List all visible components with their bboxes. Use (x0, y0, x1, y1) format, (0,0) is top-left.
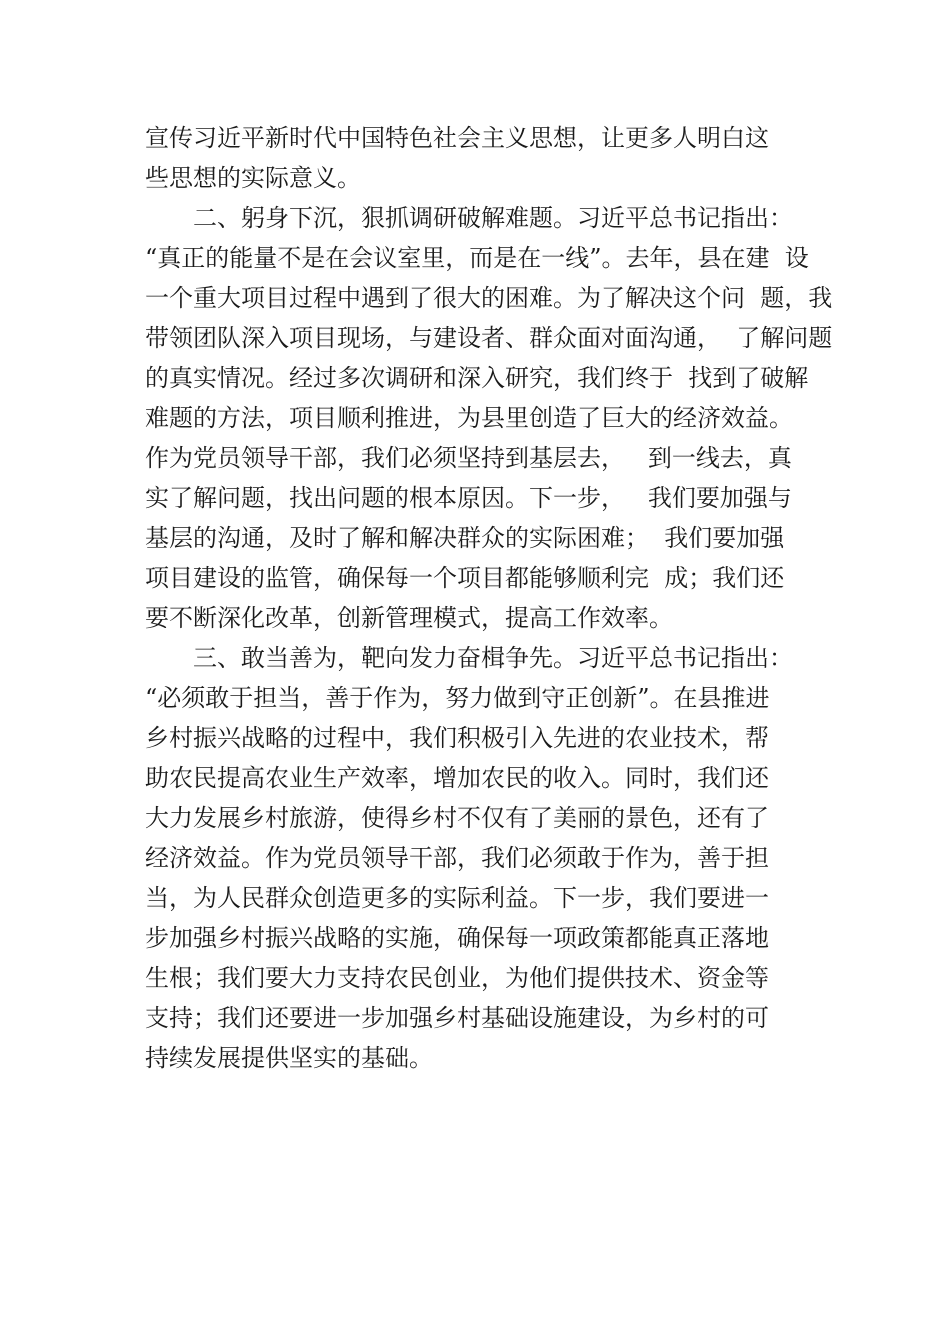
text-line: 项目建设的监管，确保每一个项目都能够顺利完 成；我们还 (145, 564, 785, 592)
text-line: 一个重大项目过程中遇到了很大的困难。为了解决这个问 题，我 (145, 284, 833, 312)
text-line: 的真实情况。经过多次调研和深入研究，我们终于 找到了破解 (145, 364, 809, 392)
text-line: 些思想的实际意义。 (145, 164, 361, 192)
text-line: 乡村振兴战略的过程中，我们积极引入先进的农业技术，帮 (145, 724, 769, 752)
section-heading-line: 二、躬身下沉，狠抓调研破解难题。习近平总书记指出： (193, 204, 793, 232)
text-line: 难题的方法，项目顺利推进，为县里创造了巨大的经济效益。 (145, 404, 793, 432)
text-line: 步加强乡村振兴战略的实施，确保每一项政策都能真正落地 (145, 924, 769, 952)
text-line: 带领团队深入项目现场，与建设者、群众面对面沟通， 了解问题 (145, 324, 833, 352)
text-line: 助农民提高农业生产效率，增加农民的收入。同时，我们还 (145, 764, 769, 792)
text-line: 宣传习近平新时代中国特色社会主义思想，让更多人明白这 (145, 124, 769, 152)
text-line: 基层的沟通，及时了解和解决群众的实际困难； 我们要加强 (145, 524, 785, 552)
text-line: 支持；我们还要进一步加强乡村基础设施建设，为乡村的可 (145, 1004, 769, 1032)
text-line: “真正的能量不是在会议室里，而是在一线”。去年，县在建 设 (145, 244, 809, 272)
section-heading-line: 三、敢当善为，靶向发力奋楫争先。习近平总书记指出： (193, 644, 793, 672)
text-line: 要不断深化改革，创新管理模式，提高工作效率。 (145, 604, 673, 632)
text-line: “必须敢于担当，善于作为，努力做到守正创新”。在县推进 (145, 684, 770, 712)
text-line: 生根；我们要大力支持农民创业，为他们提供技术、资金等 (145, 964, 769, 992)
text-line: 作为党员领导干部，我们必须坚持到基层去， 到一线去，真 (145, 444, 792, 472)
text-line: 经济效益。作为党员领导干部，我们必须敢于作为，善于担 (145, 844, 769, 872)
text-line: 实了解问题，找出问题的根本原因。下一步， 我们要加强与 (145, 484, 792, 512)
text-line: 持续发展提供坚实的基础。 (145, 1044, 433, 1072)
text-line: 当，为人民群众创造更多的实际利益。下一步，我们要进一 (145, 884, 769, 912)
body-text (145, 118, 845, 1078)
text-line: 大力发展乡村旅游，使得乡村不仅有了美丽的景色，还有了 (145, 804, 769, 832)
